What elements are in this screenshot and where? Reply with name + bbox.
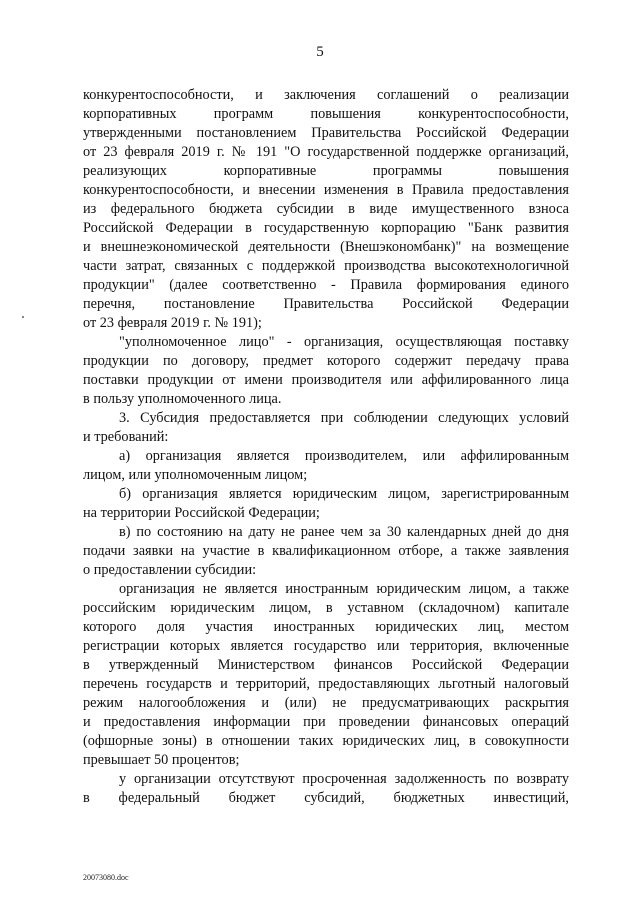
text-line: утвержденными постановлением Правительства Российской Федерации <box>83 125 569 141</box>
text-line: лицом, или уполномоченным лицом; <box>83 467 308 483</box>
text-line: (офшорные зоны) в отношении таких юридических лиц, в совокупности <box>83 733 569 749</box>
text-line: регистрации которых является государство или территория, включенные <box>83 638 569 654</box>
text-line: режим налогообложения и (или) не предусматривающих раскрытия <box>83 695 569 711</box>
text-line: и предоставления информации при проведении финансовых операций <box>83 714 569 730</box>
text-line: перечень государств и территорий, предоставляющих льготный налоговый <box>83 676 569 692</box>
text-line: б) организация является юридическим лицом, зарегистрированным <box>119 486 569 502</box>
text-line: у организации отсутствуют просроченная задолженность по возврату <box>119 771 569 787</box>
paragraph <box>83 523 569 580</box>
page-number: 5 <box>316 44 324 60</box>
paragraph <box>83 485 569 523</box>
text-line: части затрат, связанных с поддержкой производства высокотехнологичной <box>83 258 569 274</box>
text-line: перечня, постановление Правительства Российской Федерации <box>83 296 569 312</box>
text-line: продукции" (далее соответственно - Правила формирования единого <box>83 277 569 293</box>
text-line: конкурентоспособности, и заключения соглашений о реализации <box>83 87 569 103</box>
text-line: в) по состоянию на дату не ранее чем за 30 календарных дней до дня <box>119 524 569 540</box>
text-line: в федеральный бюджет субсидий, бюджетных инвестиций, <box>83 790 569 806</box>
text-line: и требований: <box>83 429 169 445</box>
paragraph <box>83 86 569 333</box>
text-line: конкурентоспособности, и внесении изменения в Правила предоставления <box>83 182 569 198</box>
text-line: в пользу уполномоченного лица. <box>83 391 282 407</box>
text-line: 3. Субсидия предоставляется при соблюдении следующих условий <box>119 410 569 426</box>
text-line: от 23 февраля 2019 г. № 191 "О государственной поддержке организаций, <box>83 144 569 160</box>
text-line: корпоративных программ повышения конкурентоспособности, <box>83 106 569 122</box>
paragraph <box>83 580 569 770</box>
paragraph <box>83 770 569 808</box>
text-line: на территории Российской Федерации; <box>83 505 320 521</box>
text-line: Российской Федерации в государственную корпорацию "Банк развития <box>83 220 569 236</box>
paragraph <box>83 447 569 485</box>
paragraph <box>83 409 569 447</box>
text-line: продукции по договору, предмет которого содержит передачу права <box>83 353 569 369</box>
text-line: реализующих корпоративные программы повышения <box>83 163 569 179</box>
document-body <box>83 86 569 808</box>
text-line: которого доля участия иностранных юридических лиц, местом <box>83 619 569 635</box>
margin-mark <box>22 316 24 318</box>
text-line: российским юридическим лицом, в уставном (складочном) капитале <box>83 600 569 616</box>
text-line: от 23 февраля 2019 г. № 191); <box>83 315 262 331</box>
text-line: поставки продукции от имени производителя или аффилированного лица <box>83 372 569 388</box>
text-line: а) организация является производителем, или аффилированным <box>119 448 569 464</box>
text-line: в утвержденный Министерством финансов Российской Федерации <box>83 657 569 673</box>
text-line: и внешнеэкономической деятельности (Внешэкономбанк)" на возмещение <box>83 239 569 255</box>
text-line: "уполномоченное лицо" - организация, осуществляющая поставку <box>119 334 569 350</box>
footer-file-code: 20073080.doc <box>83 873 129 882</box>
text-line: организация не является иностранным юридическим лицом, а также <box>119 581 569 597</box>
text-line: из федерального бюджета субсидии в виде имущественного взноса <box>83 201 569 217</box>
text-line: подачи заявки на участие в квалификационном отборе, а также заявления <box>83 543 569 559</box>
text-line: превышает 50 процентов; <box>83 752 240 768</box>
paragraph <box>83 333 569 409</box>
text-line: о предоставлении субсидии: <box>83 562 257 578</box>
